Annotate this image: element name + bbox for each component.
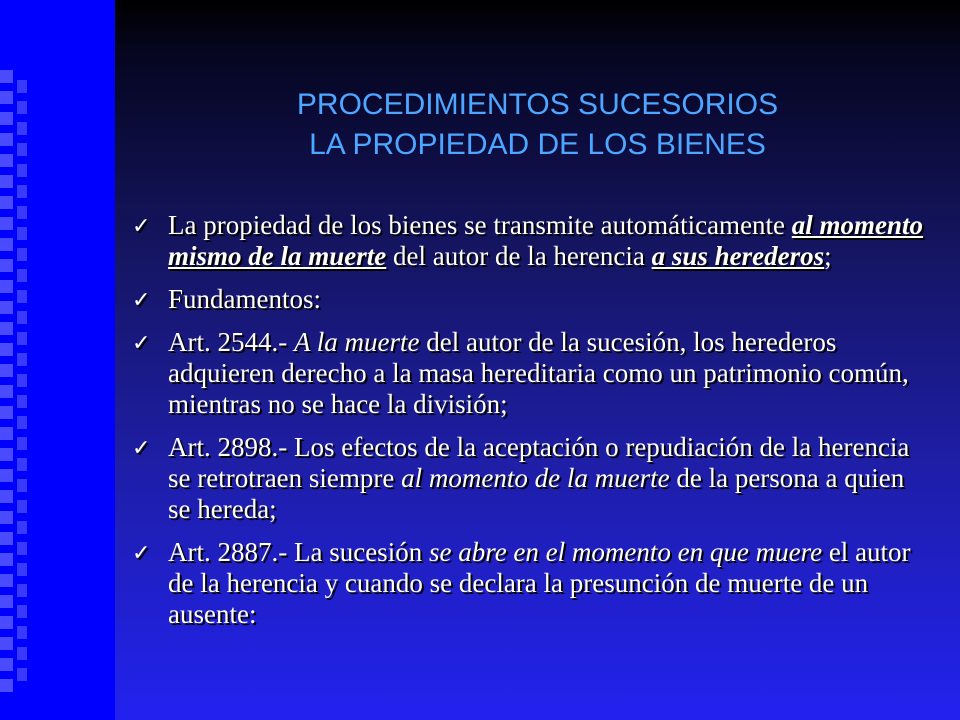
text-run: de la persona a quien se hereda;	[168, 463, 905, 524]
decorative-square	[17, 416, 27, 429]
decorative-square	[0, 574, 13, 587]
decorative-square	[0, 217, 13, 230]
list-item	[132, 284, 932, 315]
decorative-square	[17, 605, 27, 618]
decorative-square	[0, 511, 13, 524]
decorative-square	[0, 406, 13, 419]
decorative-square	[17, 80, 27, 93]
checkmark-icon: ✓	[132, 330, 151, 355]
bullet-list	[132, 210, 932, 642]
text-run: ;	[824, 241, 832, 271]
decorative-square	[17, 395, 27, 408]
bullet-text	[168, 432, 932, 525]
decorative-square	[17, 563, 27, 576]
decorative-square	[0, 322, 13, 335]
italic-text: se abre en el momento en que muere	[428, 537, 823, 567]
decorative-square	[17, 269, 27, 282]
decorative-square	[0, 196, 13, 209]
decorative-square	[0, 91, 13, 104]
left-decorative-band	[0, 0, 115, 720]
text-run: Art. 2544.-	[168, 327, 294, 357]
bullet-text	[168, 210, 932, 272]
decorative-square	[17, 248, 27, 261]
decorative-square	[0, 133, 13, 146]
decorative-square	[17, 227, 27, 240]
decorative-square	[17, 626, 27, 639]
decorative-squares	[0, 0, 30, 720]
text-run: del autor de la herencia	[386, 241, 652, 271]
list-item	[132, 327, 932, 420]
decorative-square	[0, 490, 13, 503]
decorative-square	[0, 679, 13, 692]
decorative-square	[0, 259, 13, 272]
list-item	[132, 210, 932, 272]
decorative-square	[17, 206, 27, 219]
decorative-square	[17, 479, 27, 492]
decorative-square	[0, 301, 13, 314]
decorative-square	[17, 311, 27, 324]
bullet-text	[168, 327, 932, 420]
decorative-square	[17, 332, 27, 345]
decorative-square	[0, 448, 13, 461]
decorative-square	[0, 595, 13, 608]
decorative-square	[17, 542, 27, 555]
decorative-square	[0, 616, 13, 629]
decorative-square	[0, 280, 13, 293]
decorative-square	[0, 238, 13, 251]
decorative-square	[0, 385, 13, 398]
bullet-text	[168, 537, 932, 630]
decorative-square	[17, 584, 27, 597]
checkmark-icon: ✓	[132, 540, 151, 565]
decorative-square	[17, 647, 27, 660]
decorative-square	[17, 500, 27, 513]
text-run: del autor de la sucesión, los herederos adquieren derecho a la masa hereditaria como un patrimonio común, mientras no se hace la división;	[168, 327, 909, 419]
decorative-square	[17, 143, 27, 156]
decorative-square	[17, 374, 27, 387]
decorative-square	[17, 164, 27, 177]
decorative-square	[0, 427, 13, 440]
text-run: Art. 2887.- La sucesión	[168, 537, 429, 567]
decorative-square	[17, 353, 27, 366]
checkmark-icon: ✓	[132, 435, 151, 460]
title-line-2: LA PROPIEDAD DE LOS BIENES	[309, 128, 766, 161]
emphasis-text: al momento mismo de la muerte	[168, 210, 924, 271]
decorative-square	[0, 175, 13, 188]
decorative-square	[0, 469, 13, 482]
emphasis-text: a sus herederos	[651, 241, 825, 271]
decorative-square	[17, 101, 27, 114]
checkmark-icon: ✓	[132, 213, 151, 238]
decorative-square	[17, 668, 27, 681]
bullet-text: Fundamentos:	[168, 284, 321, 314]
text-run: La propiedad de los bienes se transmite automáticamente	[168, 210, 792, 240]
decorative-square	[0, 154, 13, 167]
decorative-square	[17, 437, 27, 450]
decorative-square	[0, 553, 13, 566]
list-item	[132, 432, 932, 525]
italic-text: A la muerte	[293, 327, 420, 357]
list-item	[132, 537, 932, 630]
decorative-square	[0, 343, 13, 356]
decorative-square	[0, 364, 13, 377]
title-line-1: PROCEDIMIENTOS SUCESORIOS	[296, 88, 779, 121]
text-run: el autor de la herencia y cuando se declara la presunción de muerte de un ausente:	[168, 537, 911, 629]
text-run: Art. 2898.- Los efectos de la aceptación o repudiación de la herencia se retrotraen siempre	[168, 432, 910, 493]
checkmark-icon: ✓	[132, 287, 151, 312]
decorative-square	[17, 458, 27, 471]
italic-text: al momento de la muerte	[401, 463, 670, 493]
decorative-square	[0, 532, 13, 545]
decorative-square	[0, 658, 13, 671]
decorative-square	[17, 122, 27, 135]
decorative-square	[17, 185, 27, 198]
slide-title	[115, 85, 960, 165]
decorative-square	[0, 70, 13, 83]
decorative-square	[0, 637, 13, 650]
decorative-square	[0, 112, 13, 125]
decorative-square	[17, 290, 27, 303]
decorative-square	[17, 521, 27, 534]
